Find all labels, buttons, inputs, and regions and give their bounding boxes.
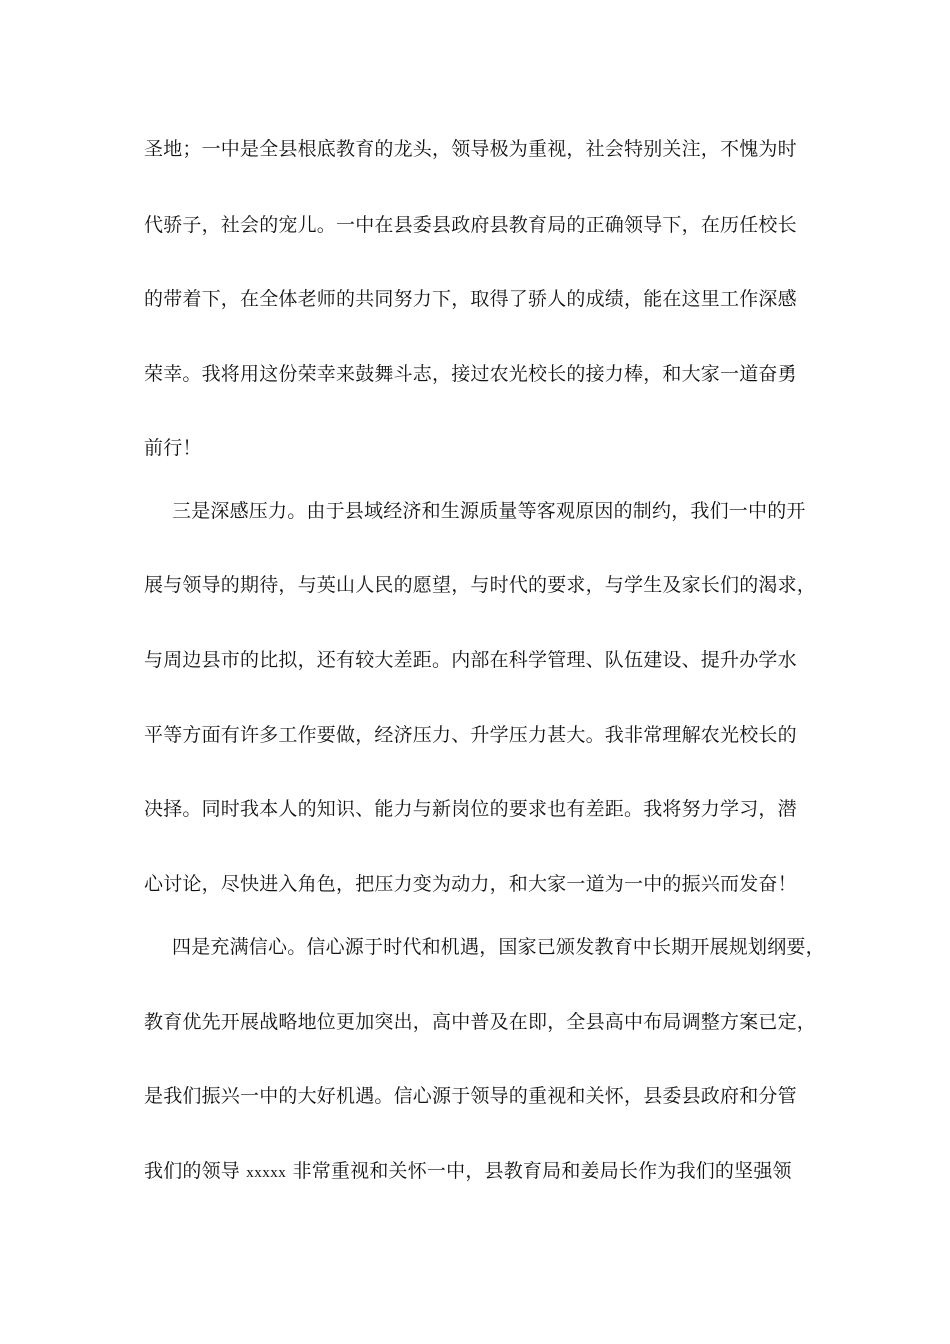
text-line: 决择。同时我本人的知识、能力与新岗位的要求也有差距。我将努力学习，潜 — [144, 798, 797, 820]
text-line: 教育优先开展战略地位更加突出，高中普及在即，全县高中布局调整方案已定， — [144, 1011, 817, 1033]
text-line: 的带着下，在全体老师的共同努力下，取得了骄人的成绩，能在这里工作深感 — [144, 288, 797, 310]
text-segment: 我们的领导 — [144, 1160, 241, 1182]
text-line: 平等方面有许多工作要做，经济压力、升学压力甚大。我非常理解农光校长的 — [144, 724, 797, 746]
text-line — [144, 1156, 824, 1186]
text-line: 与周边县市的比拟，还有较大差距。内部在科学管理、队伍建设、提升办学水 — [144, 649, 797, 671]
text-line: 是我们振兴一中的大好机遇。信心源于领导的重视和关怀，县委县政府和分管 — [144, 1085, 797, 1107]
placeholder-name: xxxxx — [246, 1165, 287, 1181]
text-line: 心讨论，尽快进入角色，把压力变为动力，和大家一道为一中的振兴而发奋！ — [144, 873, 797, 895]
text-line: 代骄子，社会的宠儿。一中在县委县政府县教育局的正确领导下，在历任校长 — [144, 214, 797, 236]
text-segment: 非常重视和关怀一中，县教育局和姜局长作为我们的坚强领 — [292, 1160, 792, 1182]
text-line: 展与领导的期待，与英山人民的愿望，与时代的要求，与学生及家长们的渴求， — [144, 574, 817, 596]
text-line: 前行！ — [144, 437, 202, 459]
text-line: 荣幸。我将用这份荣幸来鼓舞斗志，接过农光校长的接力棒，和大家一道奋勇 — [144, 363, 797, 385]
paragraph-start-line: 三是深感压力。由于县域经济和生源质量等客观原因的制约，我们一中的开 — [172, 500, 806, 522]
text-line: 圣地；一中是全县根底教育的龙头，领导极为重视，社会特别关注，不愧为时 — [144, 138, 797, 160]
paragraph-start-line: 四是充满信心。信心源于时代和机遇，国家已颁发教育中长期开展规划纲要， — [172, 936, 825, 958]
